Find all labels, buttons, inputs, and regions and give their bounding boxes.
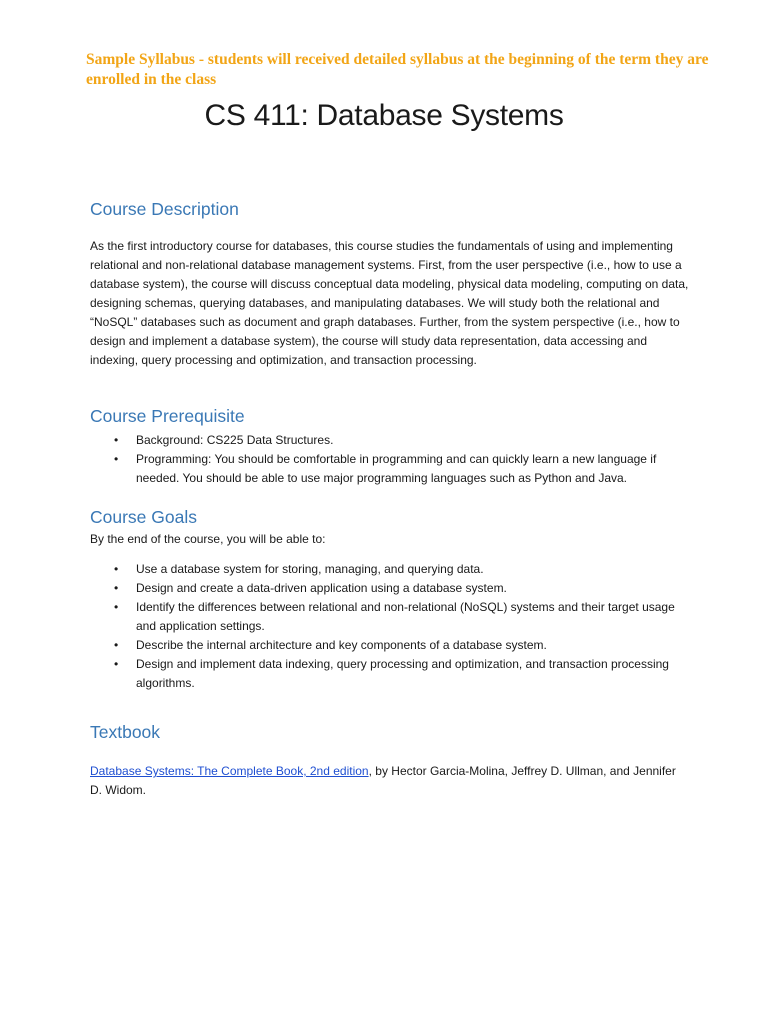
textbook-link[interactable]: Database Systems: The Complete Book, 2nd edition	[90, 764, 369, 778]
course-description-heading: Course Description	[90, 199, 239, 219]
bullet-icon: •	[114, 581, 119, 595]
prerequisite-list	[90, 431, 690, 488]
course-description-text: As the first introductory course for databases, this course studies the fundamentals of using and implementing relational and non-relational database management systems. First, from the user perspective (i.e., how to use a database system), the course will discuss conceptual data modeling, physical data modeling, computing on data, designing schemas, querying databases, and manipulating databases. We will study both the relational and “NoSQL” databases such as document and graph databases. Further, from the system perspective (i.e., how to design and implement a database system), the course will study data representation, data accessing and indexing, query processing and optimization, and transaction processing.	[90, 239, 689, 367]
prerequisite-item-text: Programming: You should be comfortable in programming and can quickly learn a new language if needed. You should be able to use major programming languages such as Python and Java.	[136, 452, 657, 485]
goal-item-text: Identify the differences between relational and non-relational (NoSQL) systems and their target usage and application settings.	[136, 600, 675, 633]
bullet-icon: •	[114, 657, 119, 671]
list-item	[90, 450, 690, 488]
bullet-icon: •	[114, 452, 119, 466]
course-goals-intro: By the end of the course, you will be able to:	[90, 532, 326, 546]
goals-list	[90, 560, 690, 693]
bullet-icon: •	[114, 600, 119, 614]
list-item	[90, 560, 690, 579]
goal-item-text: Design and implement data indexing, query processing and optimization, and transaction processing algorithms.	[136, 657, 669, 690]
goal-item-text: Use a database system for storing, managing, and querying data.	[136, 562, 484, 576]
textbook-heading: Textbook	[90, 722, 161, 742]
list-item	[90, 636, 690, 655]
goal-item-text: Design and create a data-driven application using a database system.	[136, 581, 507, 595]
bullet-icon: •	[114, 638, 119, 652]
course-prerequisite-heading: Course Prerequisite	[90, 406, 245, 426]
textbook-authors: , by Hector Garcia-Molina, Jeffrey D. Ullman, and Jennifer D. Widom.	[90, 764, 676, 797]
textbook-citation	[90, 762, 690, 800]
prerequisite-item-text: Background: CS225 Data Structures.	[136, 433, 334, 447]
bullet-icon: •	[114, 562, 119, 576]
list-item	[90, 598, 690, 636]
list-item	[90, 431, 690, 450]
sample-syllabus-notice: Sample Syllabus - students will received detailed syllabus at the beginning of the term they are enrolled in the class	[86, 51, 709, 88]
goal-item-text: Describe the internal architecture and key components of a database system.	[136, 638, 547, 652]
course-goals-heading: Course Goals	[90, 507, 197, 527]
list-item	[90, 579, 690, 598]
page-title: CS 411: Database Systems	[204, 99, 564, 132]
list-item	[90, 655, 690, 693]
bullet-icon: •	[114, 433, 119, 447]
